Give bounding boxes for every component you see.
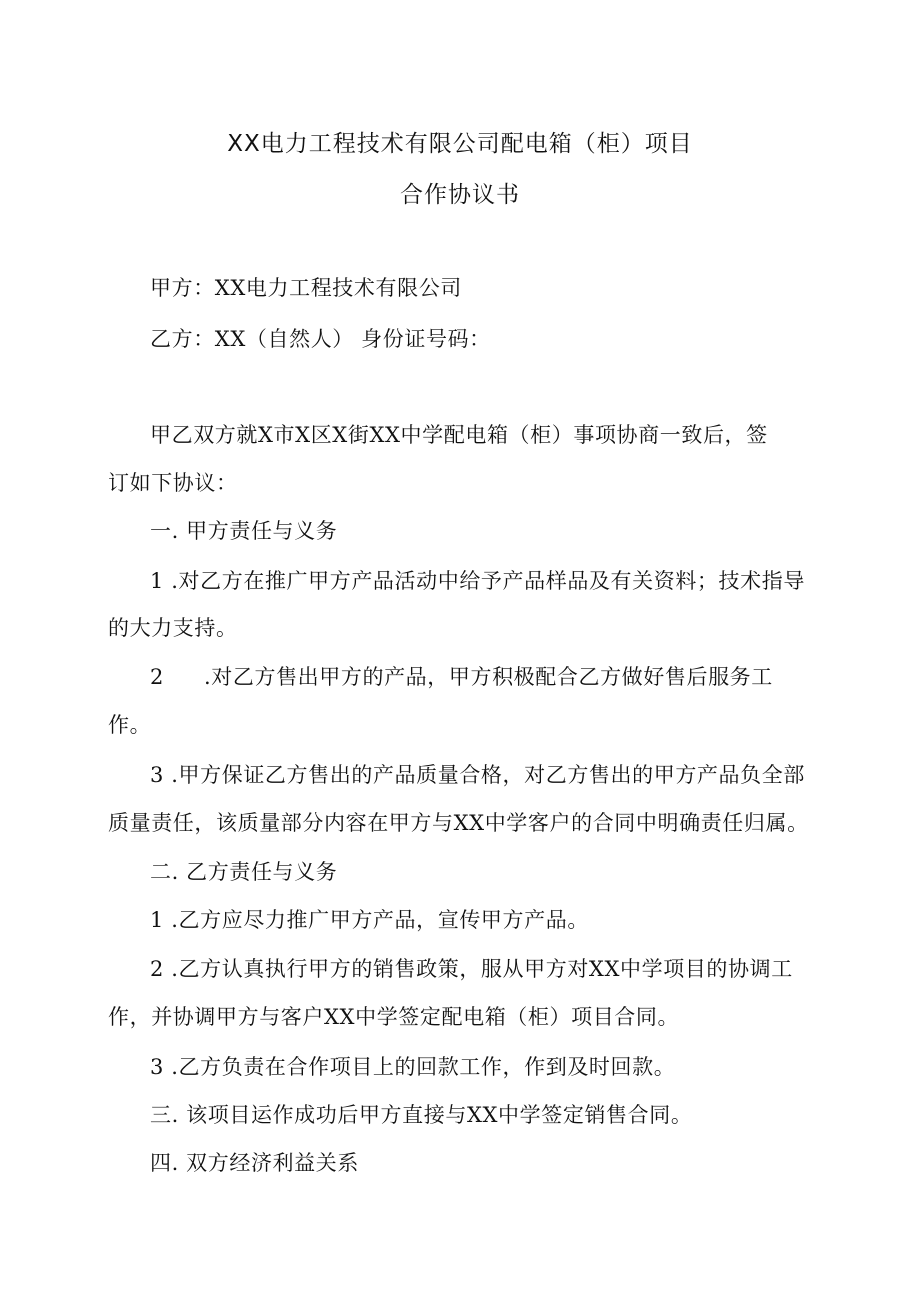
section2-heading: 二. 乙方责任与义务 — [150, 860, 338, 884]
intro-paragraph-line2: 订如下协议： — [108, 471, 238, 495]
s1-item3-line2: 质量责任，该质量部分内容在甲方与XX中学客户的合同中明确责任归属。 — [108, 811, 809, 835]
intro-paragraph-line1: 甲乙双方就X市X区X街XX中学配电箱（柜）事项协商一致后，签 — [150, 423, 768, 447]
section1-heading: 一. 甲方责任与义务 — [150, 519, 338, 543]
s1-item3-line1 — [150, 760, 805, 790]
party-b-line: 乙方：XX（自然人） 身份证号码： — [150, 327, 491, 351]
s2-item2-text: .乙方认真执行甲方的销售政策，服从甲方对XX中学项目的协调工 — [163, 957, 793, 981]
s1-item2-text: .对乙方售出甲方的产品，甲方积极配合乙方做好售后服务工 — [204, 665, 773, 689]
section4-heading: 四. 双方经济利益关系 — [150, 1151, 359, 1175]
s2-item3-text: .乙方负责在合作项目上的回款工作，作到及时回款。 — [163, 1055, 676, 1079]
s2-item2-line1 — [150, 954, 793, 984]
document-title-line2: 合作协议书 — [400, 182, 520, 208]
s1-item3-number: 3 — [150, 763, 164, 787]
s1-item2-number: 2 — [150, 665, 164, 689]
s2-item1-line1 — [150, 905, 589, 935]
document-title-line1: XX电力工程技术有限公司配电箱（柜）项目 — [227, 131, 693, 157]
s2-item2-line2: 作，并协调甲方与客户XX中学签定配电箱（柜）项目合同。 — [108, 1005, 680, 1029]
s1-item2-line1 — [150, 662, 773, 692]
s1-item1-line1 — [150, 566, 805, 596]
s2-item1-text: .乙方应尽力推广甲方产品，宣传甲方产品。 — [163, 908, 589, 932]
s2-item3-number: 3 — [150, 1055, 164, 1079]
s1-item2-line2: 作。 — [108, 713, 152, 737]
s1-item1-line2: 的大力支持。 — [108, 616, 238, 640]
s2-item3-line1 — [150, 1052, 675, 1082]
s2-item1-number: 1 — [150, 908, 164, 932]
s1-item1-text: .对乙方在推广甲方产品活动中给予产品样品及有关资料；技术指导 — [163, 569, 805, 593]
s1-item3-text: .甲方保证乙方售出的产品质量合格，对乙方售出的甲方产品负全部 — [163, 763, 805, 787]
section3-heading: 三. 该项目运作成功后甲方直接与XX中学签定销售合同。 — [150, 1103, 693, 1127]
party-a-line: 甲方：XX电力工程技术有限公司 — [150, 276, 462, 300]
s1-item1-number: 1 — [150, 569, 164, 593]
s2-item2-number: 2 — [150, 957, 164, 981]
